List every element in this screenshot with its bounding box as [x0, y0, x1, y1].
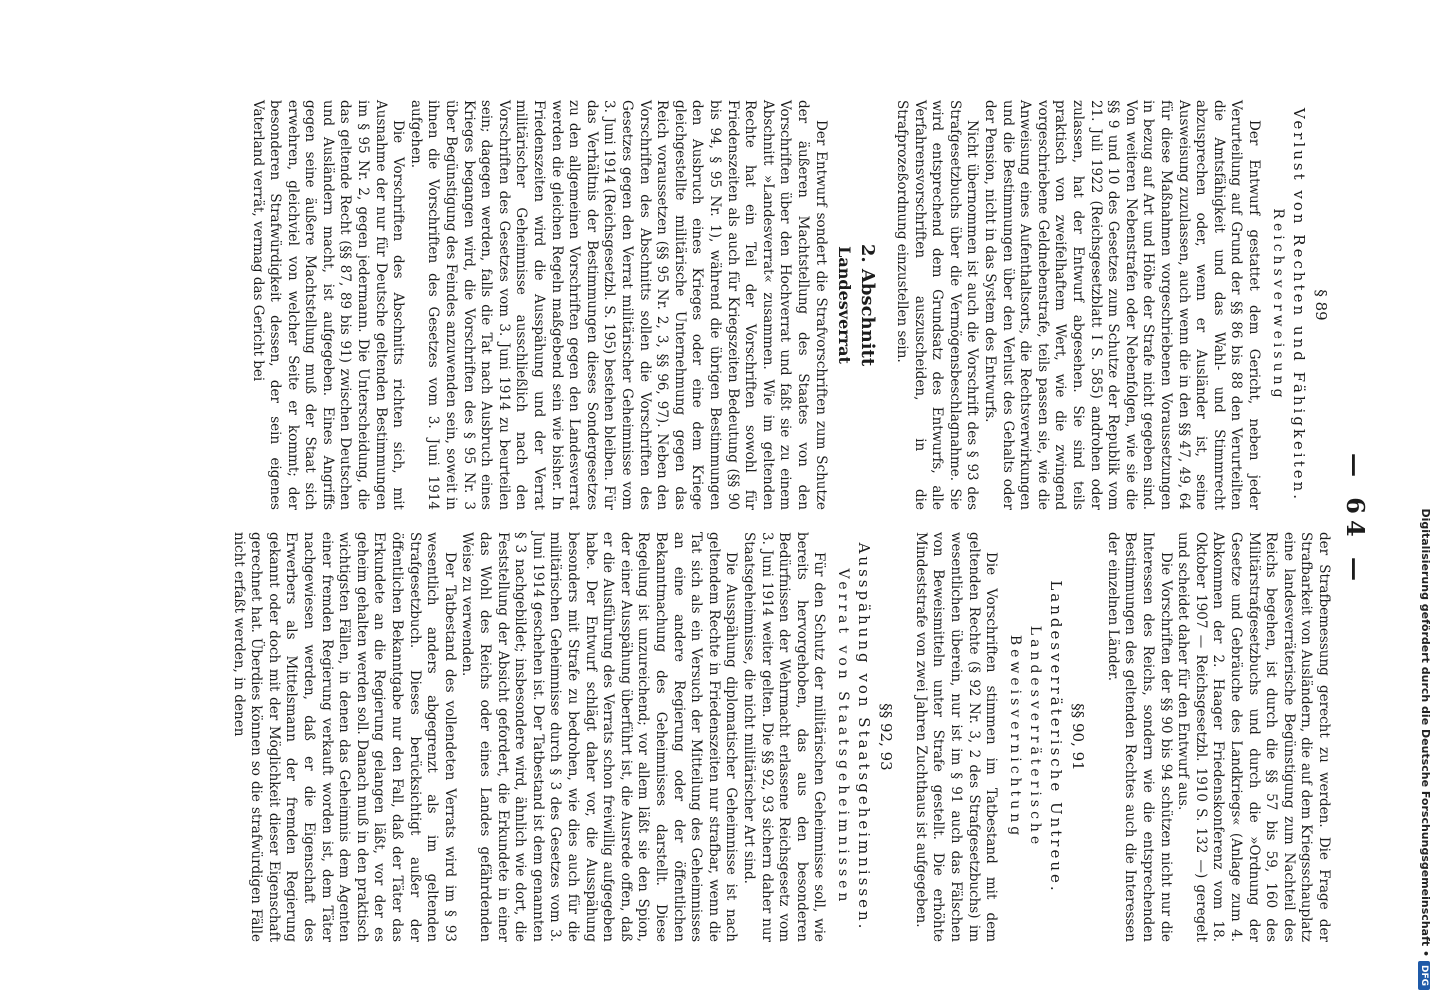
- interests-paragraph: Die Vorschriften der §§ 90 bis 94 schützen nicht nur die Interessen des Reichs, sondern wie die entsprechenden Bestimmungen des geltenden Rechtes auch die Interessen der einzelnen Länder.: [1104, 532, 1174, 942]
- section-92-paragraph-2: Die Ausspähung diplomatischer Geheimnisse ist nach geltendem Rechte in Friedenszeiten nur strafbar, wenn die Tat sich als ein Versuch der Mitteilung des Geheimnisses an eine andere Regierung oder der öffentlichen Bekanntmachung des Geheimnisses darstellt. Diese Regelung ist unzureichend; vor allem läßt sie den Spion, der einer Ausspähung überführt ist, die Ausrede offen, daß er die Ausführung des Verrats schon freiwillig aufgegeben habe. Der Entwurf schlägt daher vor, die Ausspähung besonders mit Strafe zu bedrohen, wie dies auch für die militärischen Geheimnisse durch § 3 des Gesetzes vom 3. Juni 1914 geschehen ist. Der Tatbestand ist dem genannten § 3 nachgebildet; insbesondere wird, ähnlich wie dort, die Feststellung der Absicht gefordert, die Erkundete in einer das Wohl des Reichs oder eines Landes gefährdenden Weise zu verwenden.: [459, 532, 740, 942]
- document-page: [140, 80, 1390, 960]
- section-90-paragraph: Die Vorschriften stimmen im Tatbestand mit dem geltenden Rechte (§ 92 Nr. 3, 2 des Strafgesetzbuchs) im wesentlichen überein, nur ist im § 91 auch das Fälschen von Beweismitteln unter Strafe gestellt. Die erhöhte Mindeststrafe von zwei Jahren Zuchthaus ist aufgegeben.: [912, 532, 1000, 942]
- section-92-paragraph-3: Der Tatbestand des vollendeten Verrats wird im § 93 wesentlich anders abgegrenzt als im geltenden Strafgesetzbuch. Dieses berücksichtigt außer der öffentlichen Bekanntgabe nur den Fall, daß der Täter das Erkundete an die Regierung gelangen läßt, vor der es geheim gehalten werden soll. Danach muß in den praktisch wichtigsten Fällen, in denen das Geheimnis dem Agenten einer fremden Regierung verkauft worden ist, dem Täter nachgewiesen werden, daß er die Eigenschaft des Erwerbers als Mittelsmann der fremden Regierung gekannt oder doch mit der Möglichkeit dieser Eigenschaft gerechnet hat. Überdies können so die strafwürdigen Fälle nicht erfaßt werden, in denen: [230, 532, 458, 942]
- chapter-title: Landesverrat: [834, 246, 854, 364]
- section-92-paragraph-1: Für den Schutz der militärischen Geheimnisse soll, wie bereits hervorgehoben, das aus den besonderen Bedürfnissen der Wehrmacht erlassene Reichsgesetz vom 3. Juni 1914 weiter gelten. Die §§ 92, 93 sichern daher nur Staatsgeheimnisse, die nicht militärischer Art sind.: [740, 532, 828, 942]
- right-column: [229, 532, 1332, 942]
- section-92-title-2: Verrat von Staatsgeheimnissen: [835, 568, 852, 906]
- rotated-scan: [140, 80, 1390, 960]
- continued-paragraph: der Strafbemessung gerecht zu werden. Die Frage der Strafbarkeit von Ausländern, die auf dem Kriegsschauplatz eine landesverräterische Begünstigung zum Nachteil des Reichs begehen, ist durch die §§ 57 bis 59, 160 des Militärstrafgesetzbuchs und durch die »Ordnung der Gesetze und Gebräuche des Landkriegs« (Anlage zum 4. Abkommen der 2. Haager Friedenskonferenz vom 18. Oktober 1907 — Reichsgesetzbl. 1910 S. 132 —) geregelt und scheidet daher für den Entwurf aus.: [1175, 532, 1332, 942]
- section-89-paragraph-2: Nicht übernommen ist auch die Vorschrift des § 93 des Strafgesetzbuchs über die Vermögensbeschlagnahme. Sie wird entsprechend dem Grundsatz des Entwurfs, alle Verfahrensvorschriften auszuscheiden, in die Strafprozeßordnung einzustellen sein.: [894, 100, 981, 510]
- credit-line: [1418, 10, 1432, 990]
- chapter-number: 2. Abschnitt: [856, 243, 878, 367]
- section-89-title: Verlust von Rechten und Fähigkeiten.: [1290, 107, 1308, 503]
- chapter-paragraph-2: Die Vorschriften des Abschnitts richten sich, mit Ausnahme der nur für Deutsche geltenden Bestimmungen im § 95 Nr. 2, gegen jedermann. Die Unterscheidung, die das geltende Recht (§§ 87, 89 bis 91) zwischen Deutschen und Ausländern macht, ist aufgegeben. Eines Angriffs gegen seine äußere Machtstellung muß der Staat sich erwehren, gleichviel von welcher Seite er kommt; der besonderen Strafwürdigkeit dessen, der sein eigenes Vaterland verrät, vermag das Gericht bei: [249, 100, 407, 510]
- section-90-number: §§ 90, 91: [1069, 703, 1088, 771]
- section-92-title-1: Ausspähung von Staatsgeheimnissen.: [855, 542, 874, 932]
- section-89-paragraph-1: Der Entwurf gestattet dem Gericht, neben jeder Verurteilung auf Grund der §§ 86 bis 88 den Verurteilten die Amtsfähigkeit und das Wahl- und Stimmrecht abzusprechen oder, wenn er Ausländer ist, seine Ausweisung zuzulassen, auch wenn die in den §§ 47, 49, 64 für diese Maßnahmen vorgeschriebenen Voraussetzungen in bezug auf Art und Höhe der Strafe nicht gegeben sind. Von weiteren Nebenstrafen oder Nebenfolgen, wie sie die §§ 9 und 10 des Gesetzes zum Schutze der Republik vom 21. Juli 1922 (Reichsgesetzblatt I S. 585) androhen oder zulassen, hat der Entwurf abgesehen. Sie sind teils praktisch von zweifelhaftem Wert, wie die zwingend vorgeschriebene Geldnebenstrafe, teils passen sie, wie die Anweisung eines Aufenthaltsorts, die Rechtsverwirkungen und die Bestimmungen über den Verlust des Gehalts oder der Pension, nicht in das System des Entwurfs.: [982, 100, 1262, 510]
- section-90-title-1: Landesverräterische Untreue.: [1047, 580, 1066, 894]
- credit-text: Digitalisierung gefördert durch die Deutsche Forschungsgemeinschaft •: [1419, 508, 1432, 957]
- section-90-title-2: Landesverräterische Beweisvernichtung: [1007, 625, 1044, 849]
- chapter-paragraph-1: Der Entwurf sondert die Strafvorschriften zum Schutze der äußeren Machtstellung des Staates von den Vorschriften über den Hochverrat und faßt sie zu einem Abschnitt »Landesverrat« zusammen. Wie im geltenden Rechte hat ein Teil der Vorschriften sowohl für Friedenszeiten als auch für Kriegszeiten Bedeutung (§§ 90 bis 94, § 95 Nr. 1), während die übrigen Bestimmungen den Ausbruch eines Krieges oder eine dem Kriege gleichgestellte militärische Unternehmung gegen das Reich voraussetzen (§§ 95 Nr. 2, 3, §§ 96, 97). Neben den Vorschriften des Abschnitts sollen die Vorschriften des Gesetzes gegen den Verrat militärischer Geheimnisse vom 3. Juni 1914 (Reichsgesetzbl. S. 195) bestehen bleiben. Für das Verhältnis der Bestimmungen dieses Sondergesetzes zu den allgemeinen Vorschriften gegen den Landesverrat werden die gleichen Regeln maßgebend sein wie bisher. In Friedenszeiten wird die Ausspähung und der Verrat militärischer Geheimnisse ausschließlich nach den Vorschriften des Gesetzes vom 3. Juni 1914 zu beurteilen sein; dagegen werden, falls die Tat nach Ausbruch eines Krieges begangen wird, die Vorschriften des § 95 Nr. 3 über Begünstigung des Feindes anzuwenden sein, soweit in ihnen die Vorschriften des Gesetzes vom 3. Juni 1914 aufgehen.: [407, 100, 829, 510]
- left-column: [248, 100, 1332, 510]
- digitization-sidebar: [1404, 10, 1434, 1000]
- section-89-number: § 89: [1312, 289, 1330, 321]
- section-89-subtitle: Reichsverweisung: [1270, 208, 1286, 402]
- dfg-logo: DFG: [1418, 961, 1430, 990]
- page-number: — 64 —: [1341, 452, 1370, 588]
- section-92-number: §§ 92, 93: [877, 703, 896, 771]
